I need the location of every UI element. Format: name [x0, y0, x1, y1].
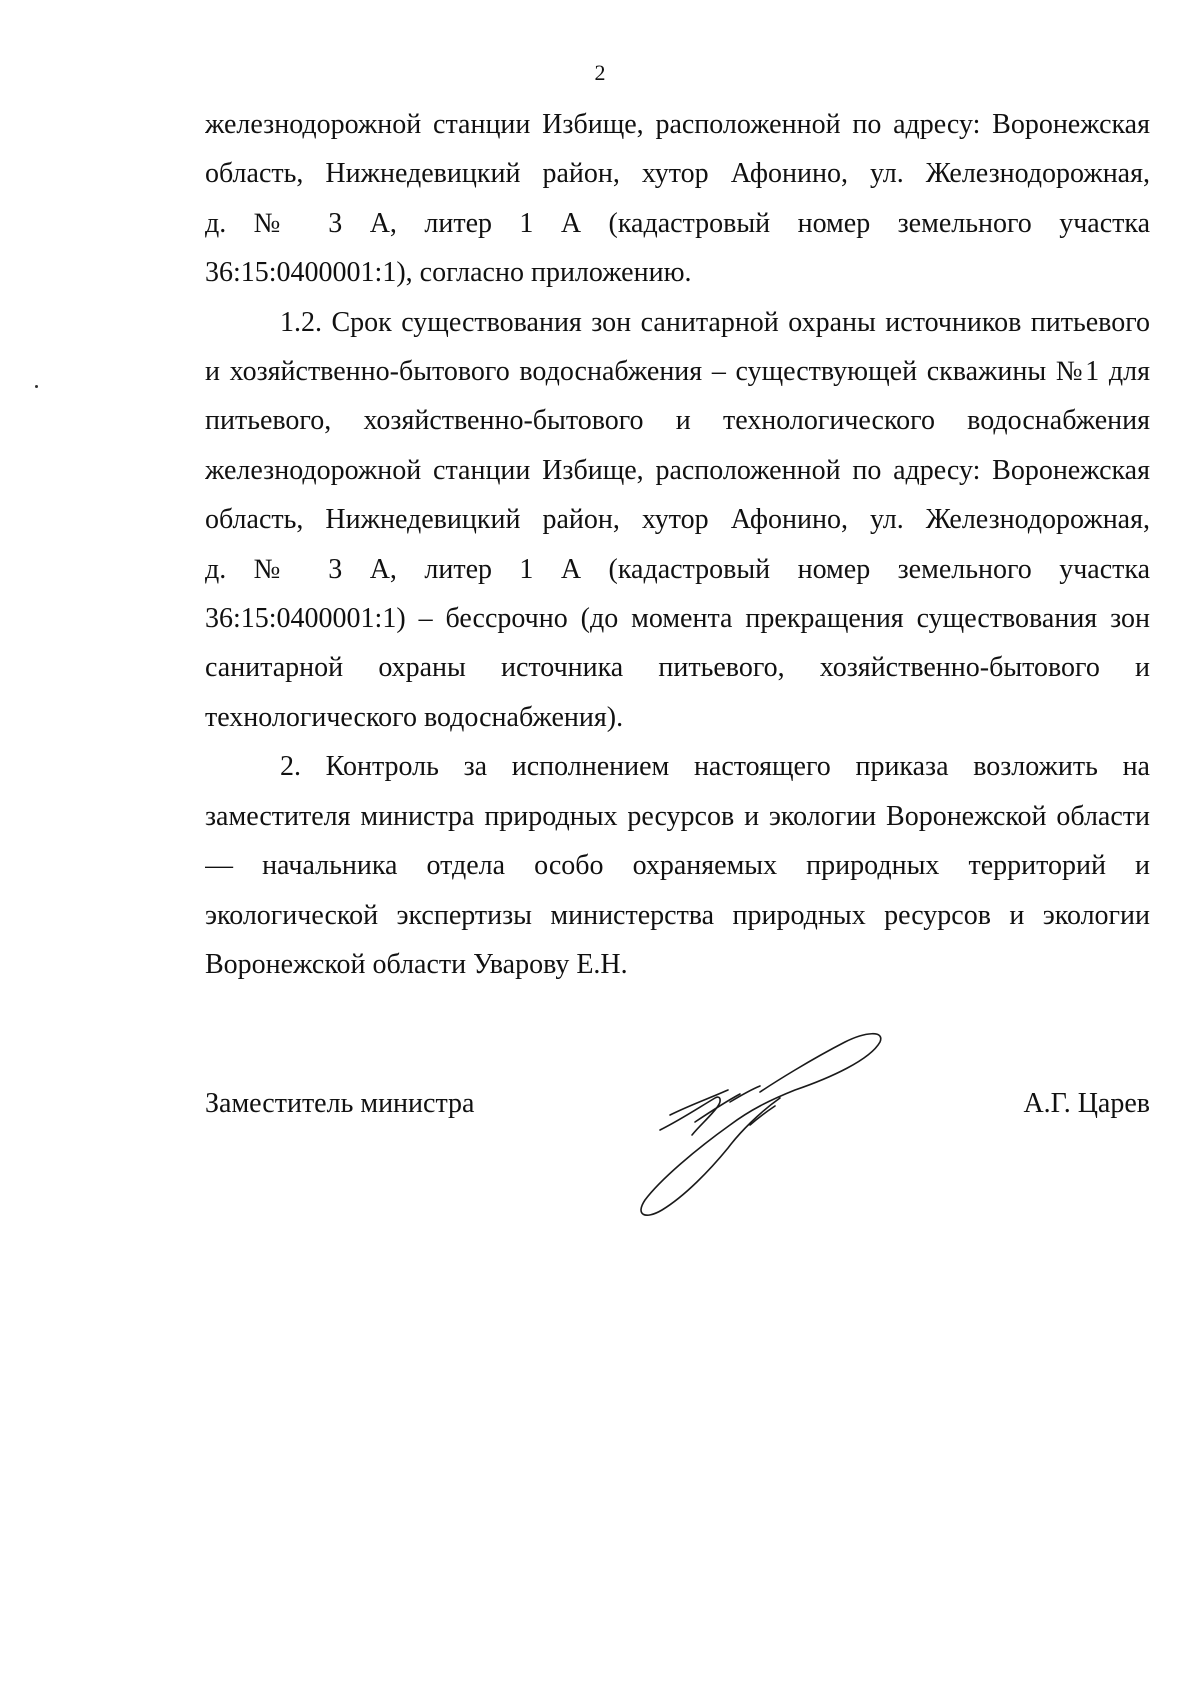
text-line: и хозяйственно-бытового водоснабжения – существующей скважины №1 для: [205, 356, 1150, 388]
paragraph-1-2: [205, 298, 1150, 743]
text-line: 36:15:0400001:1) – бессрочно (до момента прекращения существования зон: [205, 603, 1150, 635]
text-line: область, Нижнедевицкий район, хутор Афонино, ул. Железнодорожная,: [205, 504, 1150, 536]
text-line: д. № 3 А, литер 1 А (кадастровый номер земельного участка: [205, 553, 1150, 585]
handwritten-signature: [600, 1020, 960, 1220]
text-line: питьевого, хозяйственно-бытового и технологического водоснабжения: [205, 405, 1150, 437]
text-line: 36:15:0400001:1), согласно приложению.: [205, 257, 692, 289]
text-line: санитарной охраны источника питьевого, хозяйственно-бытового и: [205, 652, 1150, 684]
text-line: железнодорожной станции Избище, расположенной по адресу: Воронежская: [205, 454, 1150, 486]
text-line: технологического водоснабжения).: [205, 701, 624, 733]
text-line: — начальника отдела особо охраняемых природных территорий и: [205, 850, 1150, 882]
scan-speck: [35, 385, 38, 388]
paragraph-2: [205, 742, 1150, 989]
text-line: железнодорожной станции Избище, расположенной по адресу: Воронежская: [205, 109, 1150, 140]
text-line: 2. Контроль за исполнением настоящего приказа возложить на: [280, 751, 1150, 783]
signer-title: Заместитель министра: [205, 1088, 475, 1119]
text-line: 1.2. Срок существования зон санитарной охраны источников питьевого: [280, 306, 1150, 338]
signer-name: А.Г. Царев: [1023, 1088, 1150, 1119]
document-body: [205, 100, 1150, 989]
text-line: область, Нижнедевицкий район, хутор Афонино, ул. Железнодорожная,: [205, 158, 1150, 190]
page-number: 2: [594, 60, 606, 85]
text-line: экологической экспертизы министерства природных ресурсов и экологии: [205, 899, 1150, 931]
text-line: Воронежской области Уварову Е.Н.: [205, 948, 628, 980]
text-line: заместителя министра природных ресурсов и экологии Воронежской области: [205, 800, 1150, 832]
text-line: д. № 3 А, литер 1 А (кадастровый номер земельного участка: [205, 207, 1150, 239]
paragraph-1-continuation: [205, 100, 1150, 298]
